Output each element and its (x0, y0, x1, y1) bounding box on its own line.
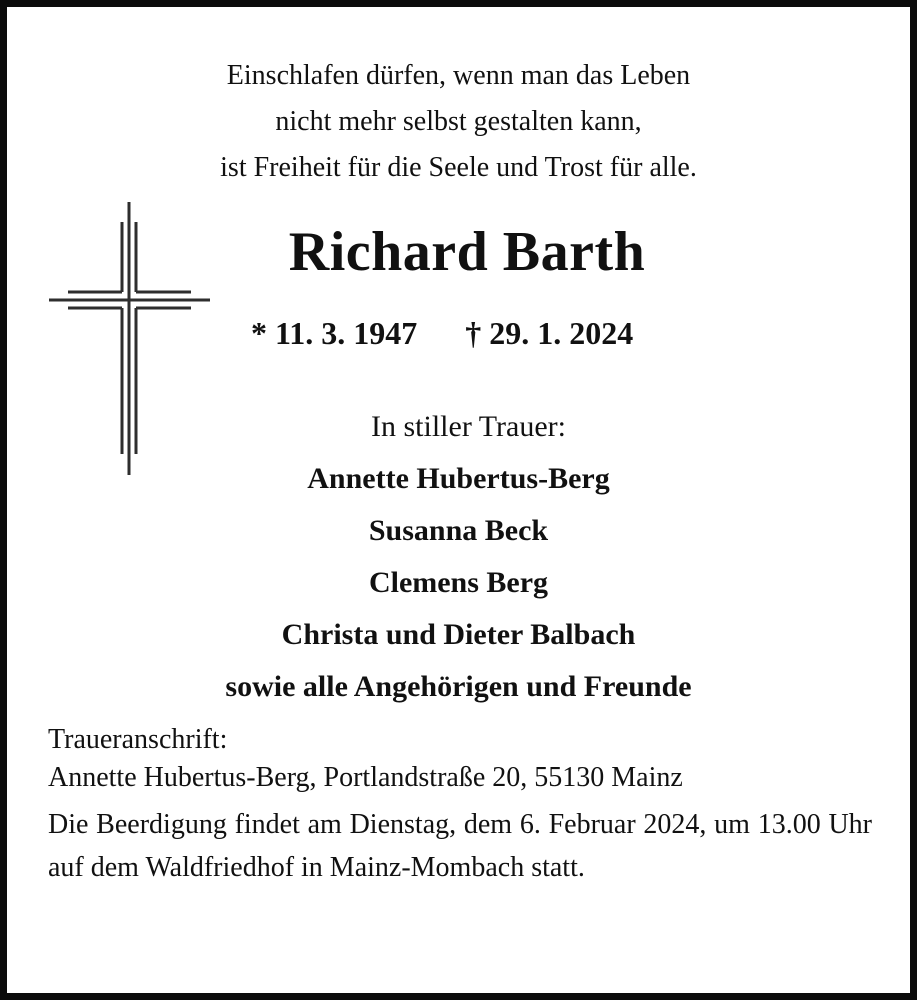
mourner-name: Susanna Beck (368, 514, 549, 547)
birth-date: * 11. 3. 1947 (251, 315, 418, 351)
mourner-name: sowie alle Angehörigen und Freunde (225, 670, 692, 703)
life-dates (251, 313, 633, 353)
motto-line: Einschlafen dürfen, wenn man das Leben (226, 60, 691, 91)
address-label: Traueranschrift: (48, 724, 228, 755)
mourners-list (7, 401, 910, 713)
notice-footer (48, 721, 872, 889)
motto-line: ist Freiheit für die Seele und Trost für alle. (220, 152, 697, 183)
deceased-name: Richard Barth (288, 221, 646, 283)
death-date: † 29. 1. 2024 (465, 315, 634, 351)
mourner-name: Clemens Berg (368, 566, 549, 599)
motto-line: nicht mehr selbst gestalten kann, (275, 106, 642, 137)
mourning-address: Annette Hubertus-Berg, Portlandstraße 20, 55130 Mainz (48, 762, 683, 793)
mourner-name: Christa und Dieter Balbach (281, 618, 636, 651)
funeral-details: Die Beerdigung findet am Dienstag, dem 6. Februar 2024, um 13.00 Uhr auf dem Waldfriedhof in Mainz-Mombach statt. (48, 809, 872, 883)
motto-verse (7, 53, 910, 191)
mourner-name: Annette Hubertus-Berg (307, 462, 610, 495)
mourners-intro: In stiller Trauer: (371, 410, 566, 443)
